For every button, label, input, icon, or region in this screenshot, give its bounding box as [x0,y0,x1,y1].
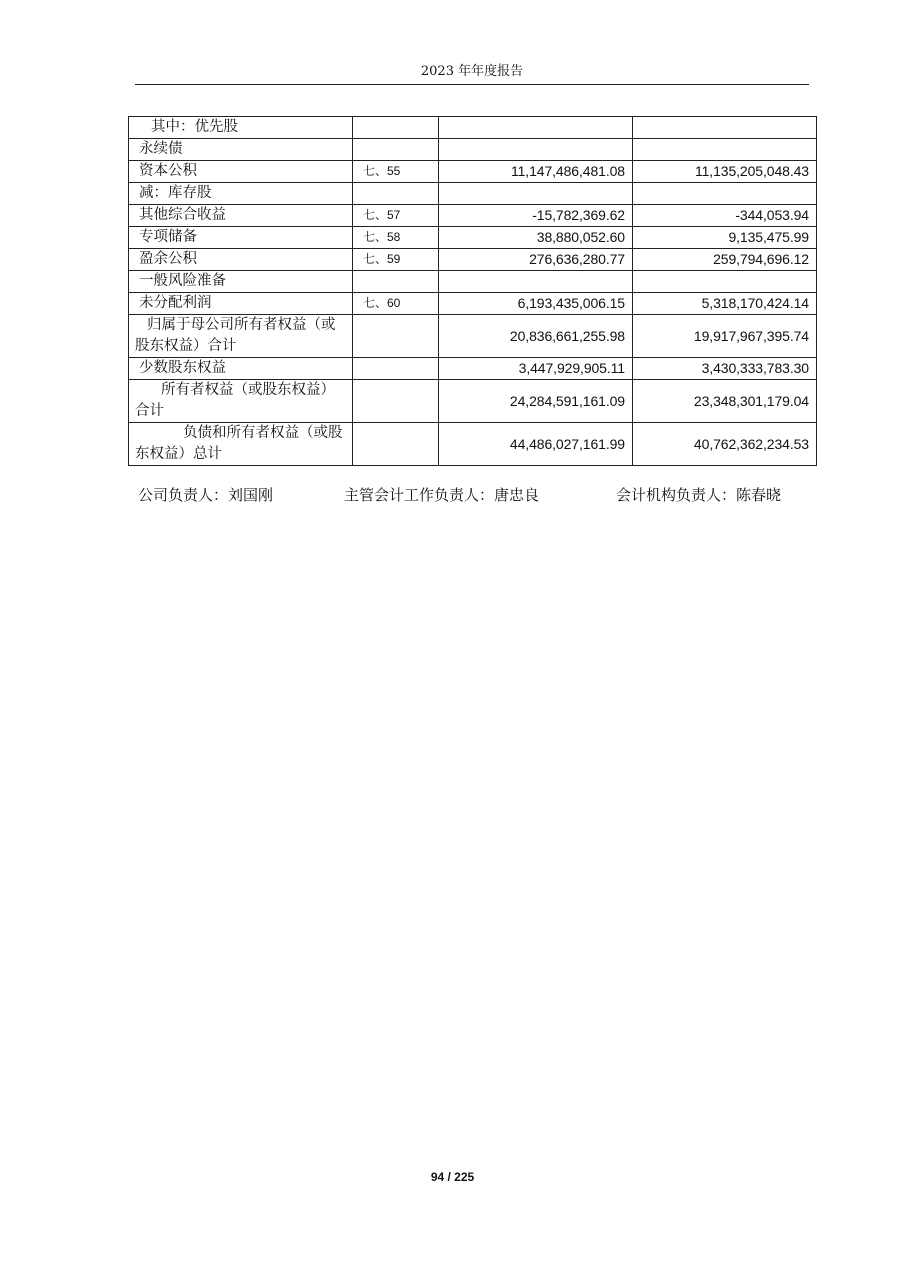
row-current-value [439,139,633,161]
row-note [353,139,439,161]
table-row [129,293,817,315]
row-current-value: 44,486,027,161.99 [439,423,633,466]
row-prior-value [633,183,817,205]
row-prior-value: 259,794,696.12 [633,249,817,271]
company-head-signature: 公司负责人：刘国刚 [138,486,274,504]
row-prior-value [633,139,817,161]
row-note [353,183,439,205]
row-prior-value: 23,348,301,179.04 [633,380,817,423]
row-item-label: 减：库存股 [129,183,353,205]
table-row [129,249,817,271]
table-row [129,380,817,423]
row-prior-value: 11,135,205,048.43 [633,161,817,183]
row-note: 七、60 [353,293,439,315]
row-current-value: 6,193,435,006.15 [439,293,633,315]
row-prior-value: 40,762,362,234.53 [633,423,817,466]
row-current-value: 11,147,486,481.08 [439,161,633,183]
table-row [129,315,817,358]
row-note [353,423,439,466]
report-title: 2023 年年度报告 [420,64,524,79]
row-note [353,271,439,293]
page-number: 94 / 225 [430,1170,475,1184]
row-current-value: 24,284,591,161.09 [439,380,633,423]
row-current-value [439,117,633,139]
row-item-label: 资本公积 [129,161,353,183]
row-note [353,315,439,358]
row-note [353,358,439,380]
table-row [129,423,817,466]
row-current-value: 38,880,052.60 [439,227,633,249]
balance-sheet-table [128,116,817,466]
row-prior-value: -344,053.94 [633,205,817,227]
table-row [129,271,817,293]
row-current-value: 20,836,661,255.98 [439,315,633,358]
row-prior-value: 9,135,475.99 [633,227,817,249]
row-note [353,380,439,423]
accounting-org-head-signature: 会计机构负责人：陈春晓 [616,486,782,504]
row-current-value: 276,636,280.77 [439,249,633,271]
signature-line [138,484,808,506]
row-current-value: 3,447,929,905.11 [439,358,633,380]
table-row [129,227,817,249]
table-row [129,117,817,139]
table-row [129,205,817,227]
row-current-value [439,183,633,205]
row-note: 七、55 [353,161,439,183]
row-prior-value: 5,318,170,424.14 [633,293,817,315]
row-note: 七、59 [353,249,439,271]
row-note [353,117,439,139]
row-item-label: 少数股东权益 [129,358,353,380]
table-row [129,161,817,183]
row-current-value: -15,782,369.62 [439,205,633,227]
row-note: 七、58 [353,227,439,249]
row-item-label: 其他综合收益 [129,205,353,227]
row-prior-value [633,117,817,139]
accounting-head-signature: 主管会计工作负责人：唐忠良 [344,486,540,504]
row-item-label: 永续债 [129,139,353,161]
row-prior-value [633,271,817,293]
table-row [129,183,817,205]
row-prior-value: 19,917,967,395.74 [633,315,817,358]
page-header [135,62,809,85]
row-item-label: 盈余公积 [129,249,353,271]
row-item-label: 所有者权益（或股东权益）合计 [129,380,353,423]
row-note: 七、57 [353,205,439,227]
row-item-label: 专项储备 [129,227,353,249]
row-item-label: 负债和所有者权益（或股东权益）总计 [129,423,353,466]
row-item-label: 归属于母公司所有者权益（或股东权益）合计 [129,315,353,358]
row-current-value [439,271,633,293]
row-item-label: 一般风险准备 [129,271,353,293]
table-row [129,358,817,380]
row-prior-value: 3,430,333,783.30 [633,358,817,380]
table-row [129,139,817,161]
row-item-label: 其中：优先股 [129,117,353,139]
row-item-label: 未分配利润 [129,293,353,315]
